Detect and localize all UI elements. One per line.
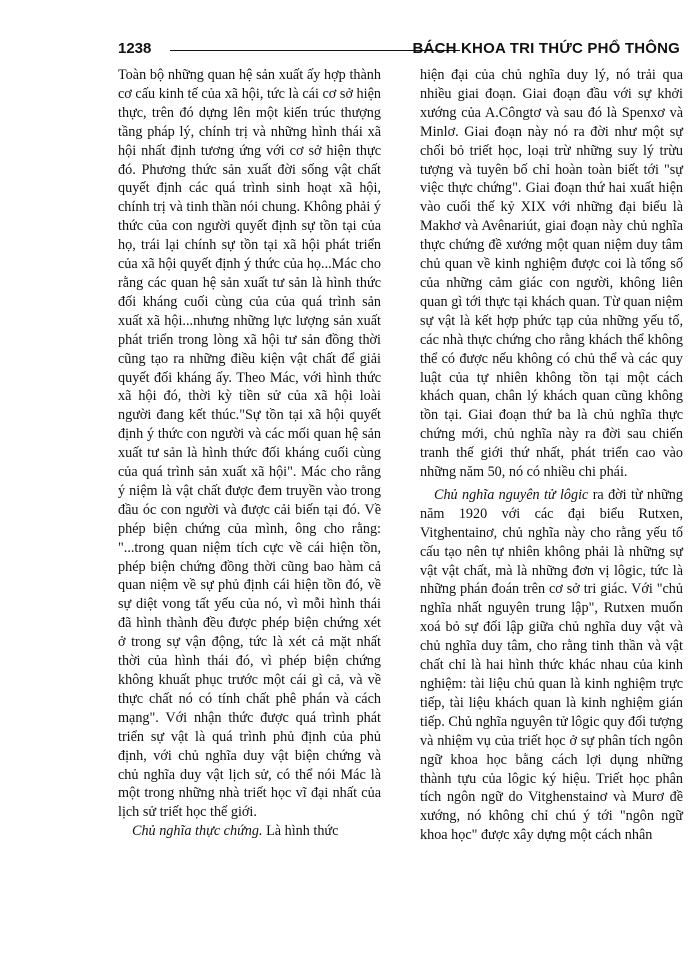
right-paragraph-2 — [420, 486, 683, 845]
right-column — [420, 66, 683, 845]
page-header — [118, 40, 680, 60]
page-number: 1238 — [118, 40, 152, 57]
book-title: BÁCH KHOA TRI THỨC PHỔ THÔNG — [412, 40, 680, 57]
right-paragraph-2-text: ra đời từ những năm 1920 với các đại biểu Rutxen, Vitghentainơ, chủ nghĩa này cho rằng yếu tố cấu tạo nên tự nhiên không phải là những sự vật vật chất, mà là những đơn vị lôgic, tức là những phán đoán trên cơ sở tri giác. Với "chủ nghĩa nhất nguyên trung lập", Rutxen muốn xoá bỏ sự đối lập giữa chủ nghĩa duy vật và chủ nghĩa duy tâm, cho rằng tinh thần và vật chất chỉ là hai hình thức khác nhau của kinh nghiệm: tài liệu chủ quan là kinh nghiệm trực tiếp, tài liệu khách quan là kinh nghiệm gián tiếp. Chủ nghĩa nguyên tử lôgic quy đối tượng và nhiệm vụ của triết học ở sự phân tích ngôn ngữ khoa học bằng cách lợi dụng những thành tựu của lôgic ký hiệu. Triết học phân tích ngôn ngữ do Vitghenstainơ và Murơ đề xướng, nó không chỉ chú ý tới "ngôn ngữ khoa học" được xây dựng một cách nhân — [420, 486, 683, 844]
right-paragraph-1: hiện đại của chủ nghĩa duy lý, nó trải qua nhiều giai đoạn. Giai đoạn đầu với sự khởi xướng của A.Côngtơ và sau đó là Spenxơ và Minlơ. Giai đoạn này nó ra đời như một sự chối bỏ triết học, loại trừ những suy lý trừu tượng và tuyên bố chỉ hoàn toàn biết tới "sự việc thực chứng". Giai đoạn thứ hai xuất hiện vào cuối thế kỷ XIX với những đại biểu là Makhơ và Avênariút, giai đoạn này chủ nghĩa thực chứng đề xướng một quan niệm duy tâm chủ quan về kinh nghiệm được coi là tổng số của những cảm giác con người, không liên quan gì tới thực tại khách quan. Từ quan niệm sự vật là kết hợp phức tạp của những yếu tố, các nhà thực chứng cho rằng khách thể không thể có được nếu không có chủ thể và các quy luật của tự nhiên không tồn tại một cách khách quan, chân lý khách quan cũng không tồn tại. Giai đoạn thứ ba là chủ nghĩa thực chứng mới, chủ nghĩa này ra đời sau chiến tranh thế giới thứ nhất, phát triển cao vào những năm 50, nó có nhiều chi phái. — [420, 67, 683, 481]
term-positivism: Chủ nghĩa thực chứng. — [132, 823, 263, 840]
term-logical-atomism: Chủ nghĩa nguyên tử lôgic — [434, 486, 589, 503]
left-column — [118, 66, 381, 841]
left-paragraph-2 — [118, 822, 381, 841]
left-paragraph-2-text: Là hình thức — [262, 823, 339, 840]
left-paragraph-1: Toàn bộ những quan hệ sản xuất ấy hợp thành cơ cấu kinh tế của xã hội, tức là cái cơ sở hiện thực, trên đó dựng lên một kiến trúc thượng tầng pháp lý, chính trị và những hình thái xã hội nhất định tương ứng với cơ sở hiện thực đó. Phương thức sản xuất đời sống vật chất quyết định các quá trình sinh hoạt xã hội, chính trị và tinh thần nói chung. Không phải ý thức của con người quyết định sự tồn tại của họ, trái lại chính sự tồn tại xã hội phát triển của xã hội quyết định ý thức của họ...Mác cho rằng các quan hệ sản xuất tư sản là hình thức đối kháng cuối cùng của của quá trình sản xuất xã hội...nhưng những lực lượng sản xuất phát triển trong lòng xã hội tư sản đồng thời cũng tạo ra những điều kiện vật chất để giải quyết đối kháng ấy. Theo Mác, với hình thức xã hội đó, thời kỳ tiền sử của xã hội loài người đang kết thúc."Sự tồn tại xã hội quyết định ý thức con người và các mối quan hệ sản xuất tư sản là hình thức đối kháng cuối cùng của quá trình sản xuất xã hội". Mác cho rằng ý niệm là vật chất được đem truyền vào trong đầu óc con người và được cải biến tại đó. Về phép biện chứng của mình, ông cho rằng: "...trong quan niệm tích cực về cái hiện tồn, phép biện chứng đồng thời cũng bao hàm cả quan niệm về sự phủ định cái hiện tồn đó, về sự diệt vong tất yếu của nó, vì mỗi hình thái đã hình thành đều được phép biện chứng xét ở trong sự vận động, tức là xét cả mặt nhất thời của hình thái đó, vì phép biện chứng không khuất phục trước một cái gì cả, và về thực chất nó có tính chất phê phán và cách mạng". Với nhận thức được quá trình phát triển sự vật là quá trình phủ định của phủ định, với chủ nghĩa duy vật biện chứng và chủ nghĩa duy vật lịch sử, có thể nói Mác là một trong những nhà triết học vĩ đại nhất của lịch sử triết học thế giới. — [118, 67, 381, 821]
